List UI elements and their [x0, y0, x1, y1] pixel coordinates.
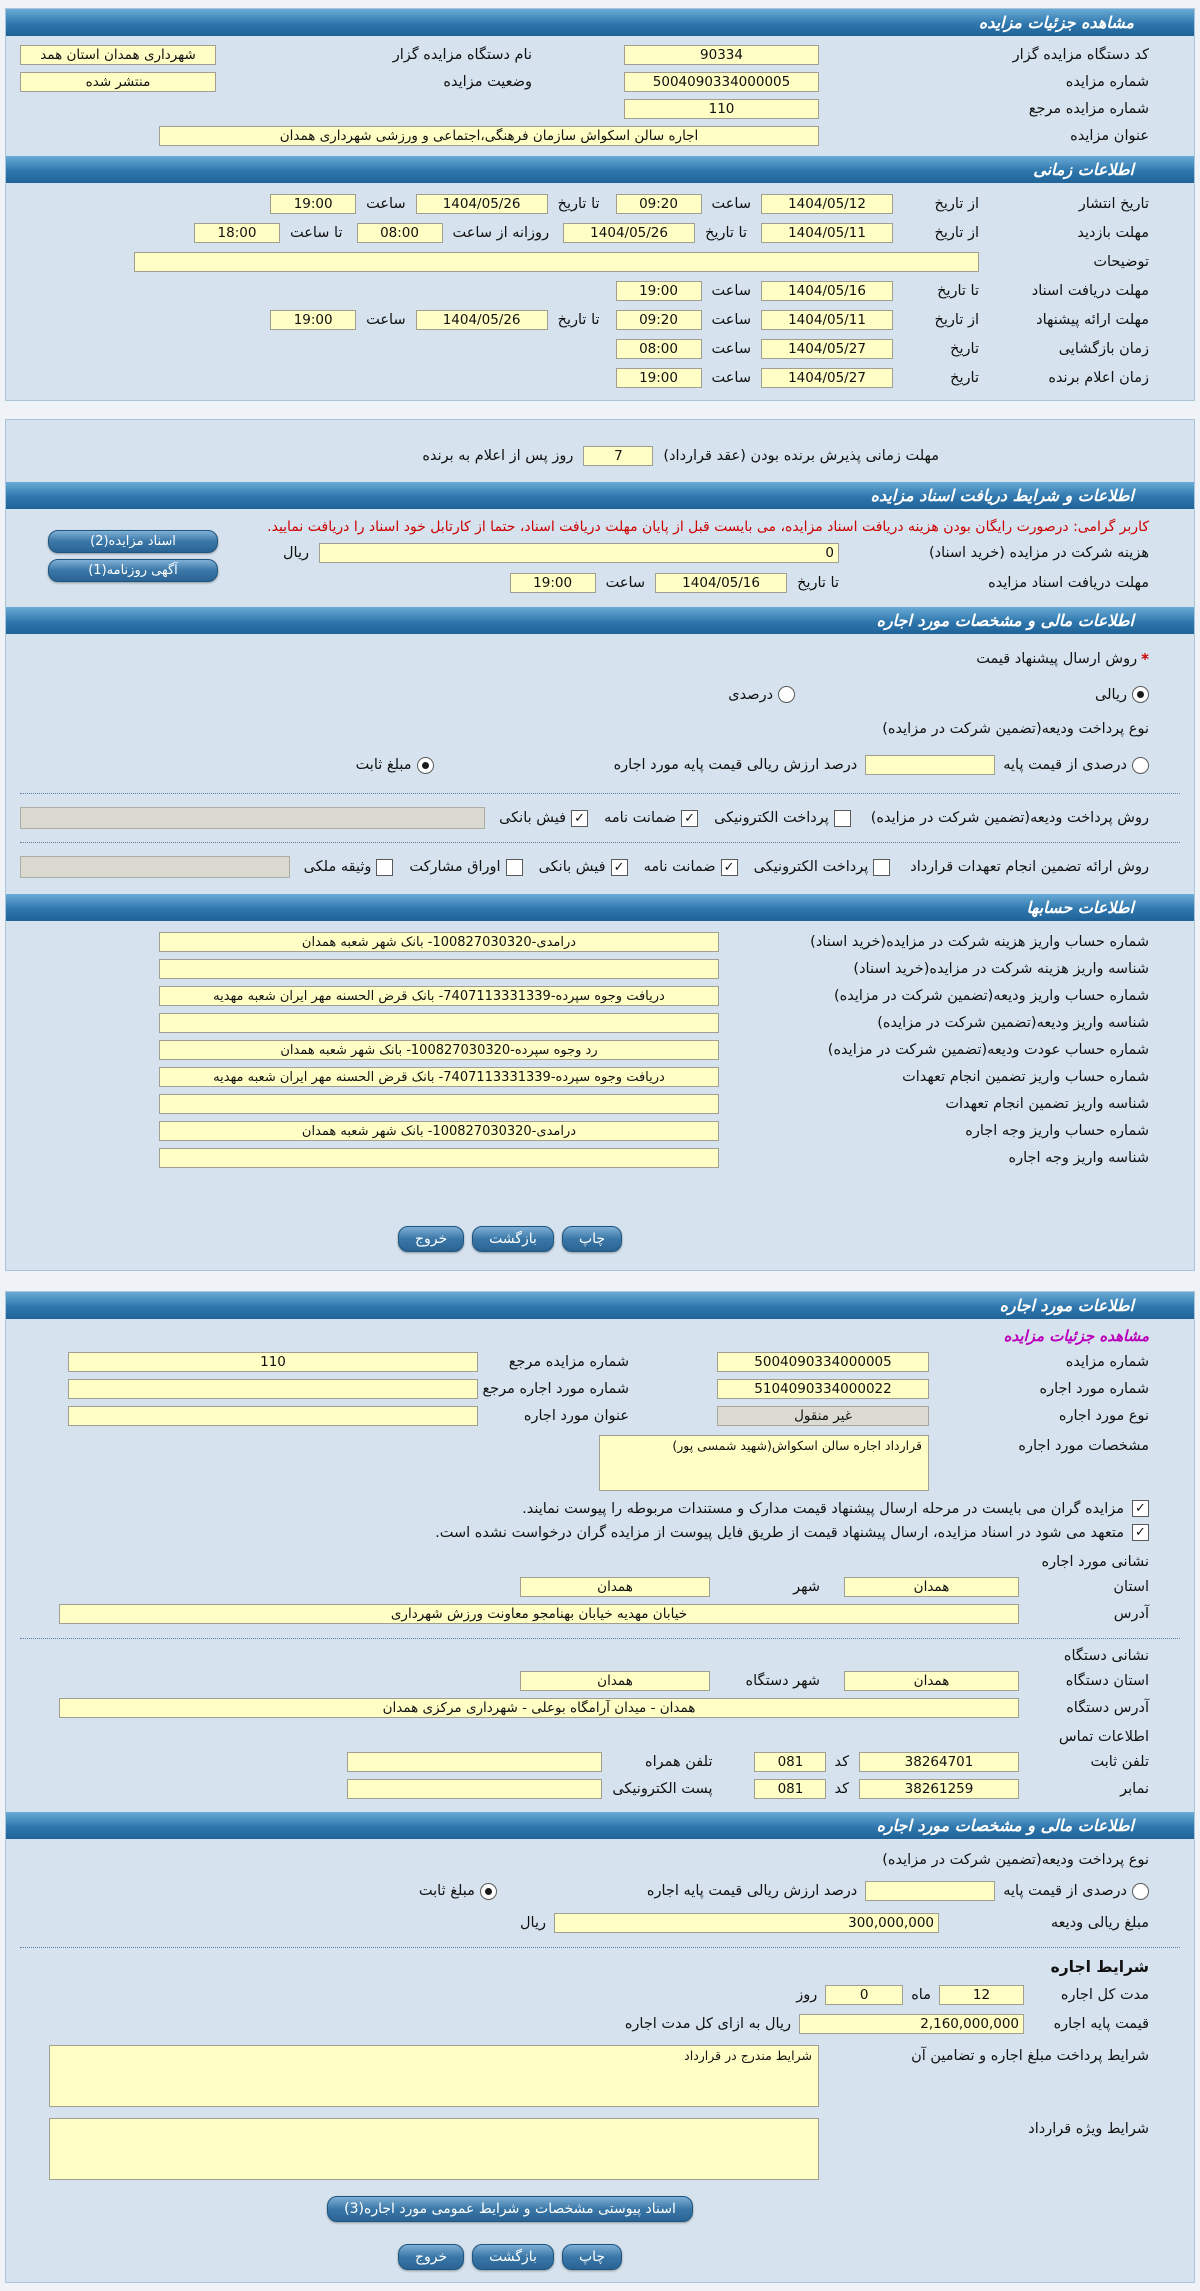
attachment-note-text-2: متعهد می شود در اسناد مزایده، ارسال پیشنهاد قیمت از طریق فایل پیوست از مزایده گران درخواست نشده است. [435, 1524, 1124, 1541]
exit-button-1[interactable]: خروج [398, 1226, 464, 1252]
percent-option [728, 686, 795, 703]
attachment-note-checkbox-2[interactable] [1132, 1524, 1149, 1541]
auction-number-field[interactable] [624, 72, 819, 92]
offer-from-date-field[interactable] [761, 310, 893, 330]
view-auction-details-link[interactable]: مشاهده جزئیات مزایده [1003, 1327, 1149, 1345]
guarantee-letter-label: ضمانت نامه [643, 859, 716, 875]
item-type-label: نوع مورد اجاره [1058, 1408, 1149, 1424]
time-label: ساعت [711, 341, 751, 357]
winner-time-field[interactable] [616, 368, 702, 388]
auction-status-label: وضعیت مزایده [443, 74, 532, 90]
dashed-divider [20, 1947, 1180, 1948]
item-auction-number-row [6, 1352, 1194, 1372]
leased-item-panel [5, 1291, 1195, 2283]
disabled-filler [20, 807, 485, 829]
account-field[interactable] [159, 1040, 719, 1060]
item-address-row [6, 1604, 1194, 1624]
item-percent-of-base-label: درصدی از قیمت پایه [1003, 1883, 1127, 1899]
visit-from-date-field[interactable] [761, 223, 893, 243]
section-header-view-auction-details [6, 9, 1194, 36]
lease-terms-title: شرایط اجاره [1050, 1958, 1149, 1976]
account-label: شماره حساب واریز هزینه شرکت در مزایده(خرید اسناد) [810, 934, 1149, 950]
docs-section [6, 482, 1194, 593]
item-title-field[interactable] [68, 1406, 478, 1426]
to-date-label: تا تاریخ [557, 196, 600, 212]
docs-warning-text: کاربر گرامی: درصورت رایگان بودن هزینه دریافت اسناد مزایده، می بایست قبل از پایان مهلت دریافت اسناد، حتما از کارتابل خود اسناد را دریافت نمایید. [267, 519, 1149, 535]
attachments-row [0, 2196, 1104, 2222]
guarantee-estate-checkbox[interactable] [376, 859, 393, 876]
attachments-button[interactable]: اسناد پیوستی مشخصات و شرایط عمومی مورد اجاره(3) [327, 2196, 693, 2222]
account-field[interactable] [159, 1067, 719, 1087]
from-date-label: از تاریخ [934, 225, 979, 241]
phone-field[interactable] [859, 1752, 1019, 1772]
org-address-title: نشانی دستگاه [1063, 1648, 1149, 1664]
account-label: شماره حساب واریز ودیعه(تضمین شرکت در مزایده) [833, 988, 1149, 1004]
rial-radio[interactable] [1132, 686, 1149, 703]
deposit-bank-slip-option [499, 810, 588, 827]
guarantee-bank-slip-option [539, 859, 628, 876]
pay-terms-label: شرایط پرداخت مبلغ اجاره و تضامین آن [911, 2048, 1149, 2064]
attachment-note-text-1: مزایده گران می بایست در مرحله ارسال پیشنهاد قیمت مدارک و مستندات مربوطه را پیوست نمایند. [522, 1500, 1124, 1517]
deposit-bank-slip-checkbox[interactable] [571, 810, 588, 827]
item-deposit-options-row [6, 1881, 1194, 1901]
notes-row [6, 252, 1194, 272]
lease-duration-label: مدت کل اجاره [1060, 1987, 1149, 2003]
opening-time-field[interactable] [616, 339, 702, 359]
winner-date-field[interactable] [761, 368, 893, 388]
docs-financial-panel [5, 419, 1195, 1271]
device-name-field[interactable] [20, 45, 216, 65]
visit-daily-from-field[interactable] [357, 223, 443, 243]
guarantee-method-label: روش ارائه تضمین انجام تعهدات قرارداد [910, 859, 1149, 875]
acceptance-label: مهلت زمانی پذیرش برنده بودن (عقد قرارداد) [663, 448, 939, 464]
item-auction-ref-label: شماره مزایده مرجع [508, 1354, 629, 1370]
winner-time-row [6, 368, 1194, 388]
mobile-field[interactable] [347, 1752, 602, 1772]
time-label: ساعت [711, 370, 751, 386]
org-city-label: شهر دستگاه [745, 1673, 820, 1689]
org-city-field[interactable] [520, 1671, 710, 1691]
section-title-view-auction-details: مشاهده جزئیات مزایده [978, 13, 1134, 32]
deposit-guarantee-letter-label: ضمانت نامه [604, 810, 677, 826]
notes-label: توضیحات [1093, 254, 1149, 270]
account-label: شماره حساب عودت ودیعه(تضمین شرکت در مزایده) [827, 1042, 1149, 1058]
item-specs-field[interactable] [599, 1435, 929, 1491]
special-terms-field[interactable] [49, 2118, 819, 2180]
address-field[interactable] [59, 1604, 1019, 1624]
percent-of-base-suffix: درصد ارزش ریالی قیمت پایه مورد اجاره [613, 757, 858, 773]
auction-number-row [6, 72, 1194, 92]
deposit-epay-label: پرداخت الکترونیکی [714, 810, 829, 826]
fax-row [6, 1779, 1194, 1799]
docs-side-buttons [48, 530, 218, 582]
rial-unit-label: ریال [520, 1915, 546, 1931]
attachment-note-row-1 [6, 1500, 1194, 1517]
date-label: تاریخ [950, 370, 979, 386]
deposit-method-label: روش پرداخت ودیعه(تضمین شرکت در مزایده) [870, 810, 1149, 826]
acceptance-suffix: روز پس از اعلام به برنده [422, 448, 574, 464]
guarantee-letter-checkbox[interactable] [721, 859, 738, 876]
deposit-guarantee-letter-option [604, 810, 698, 827]
item-percent-of-base-radio[interactable] [1132, 1883, 1149, 1900]
item-percent-of-base-field[interactable] [865, 1881, 995, 1901]
offer-dates-row [6, 310, 1194, 330]
from-date-label: از تاریخ [934, 312, 979, 328]
guarantee-bonds-label: اوراق مشارکت [409, 859, 501, 875]
auction-ref-row [6, 99, 1194, 119]
item-ref-label: شماره مورد اجاره مرجع [482, 1381, 629, 1397]
item-address-title-row [6, 1554, 1194, 1570]
item-title-label: عنوان مورد اجاره [523, 1408, 629, 1424]
panel-actions-2 [0, 2244, 1104, 2270]
percent-of-base-option [1003, 757, 1149, 774]
account-label: شناسه واریز وجه اجاره [1008, 1150, 1149, 1166]
required-asterisk: * [1141, 650, 1149, 668]
guarantee-estate-option [304, 859, 394, 876]
phone-row [6, 1752, 1194, 1772]
to-date-label: تا تاریخ [705, 225, 747, 241]
time-label: ساعت [366, 196, 406, 212]
deposit-amount-label: مبلغ ریالی ودیعه [1050, 1915, 1149, 1931]
time-label: ساعت [711, 283, 751, 299]
account-label: شناسه واریز ودیعه(تضمین شرکت در مزایده) [877, 1015, 1149, 1031]
rial-option [1095, 686, 1149, 703]
section-header-item-financial [6, 1812, 1194, 1839]
item-fixed-amount-radio[interactable] [480, 1883, 497, 1900]
offer-label: مهلت ارائه پیشنهاد [1036, 312, 1149, 328]
account-label: شماره حساب واریز وجه اجاره [965, 1123, 1149, 1139]
guarantee-epay-label: پرداخت الکترونیکی [753, 859, 869, 875]
org-province-field[interactable] [844, 1671, 1019, 1691]
section-title-financial: اطلاعات مالی و مشخصات مورد اجاره [876, 611, 1134, 630]
account-label: شناسه واریز تضمین انجام تعهدات [945, 1096, 1149, 1112]
guarantee-letter-option [644, 859, 738, 876]
day-label: روز [796, 1987, 818, 2003]
pay-terms-row [6, 2045, 1194, 2107]
item-specs-label: مشخصات مورد اجاره [1018, 1438, 1149, 1454]
item-type-row [6, 1406, 1194, 1426]
dotted-divider [20, 842, 1180, 843]
publish-from-time-field[interactable] [616, 194, 702, 214]
visit-daily-to-field[interactable] [194, 223, 280, 243]
opening-time-row [6, 339, 1194, 359]
back-button-2[interactable]: بازگشت [472, 2244, 554, 2270]
section-title-item-financial: اطلاعات مالی و مشخصات مورد اجاره [876, 1816, 1134, 1835]
deposit-amount-field[interactable] [554, 1913, 939, 1933]
offer-to-date-field[interactable] [416, 310, 548, 330]
special-terms-label: شرایط ویژه قرارداد [1028, 2121, 1149, 2137]
base-price-label: قیمت پایه اجاره [1053, 2016, 1149, 2032]
fax-code-field[interactable] [754, 1779, 826, 1799]
item-province-city-row [6, 1577, 1194, 1597]
docs-deadline-time-field[interactable] [616, 281, 702, 301]
item-deposit-type-row [6, 1852, 1194, 1868]
item-address-title: نشانی مورد اجاره [1041, 1554, 1149, 1570]
guarantee-epay-checkbox[interactable] [873, 859, 890, 876]
section-header-docs [6, 482, 1194, 509]
account-label: شناسه واریز هزینه شرکت در مزایده(خرید اسناد) [853, 961, 1149, 977]
disabled-filler [20, 856, 290, 878]
org-province-label: استان دستگاه [1065, 1673, 1149, 1689]
percent-of-base-radio[interactable] [1132, 757, 1149, 774]
attachment-note-row-2 [6, 1524, 1194, 1541]
section-header-financial [6, 607, 1194, 634]
to-time-label: تا ساعت [289, 225, 343, 241]
item-ref-field[interactable] [68, 1379, 478, 1399]
to-date-label: تا تاریخ [797, 575, 839, 591]
rial-unit-label: ریال [283, 545, 309, 561]
percent-option-label: درصدی [728, 686, 774, 703]
percent-of-base-label: درصدی از قیمت پایه [1003, 757, 1127, 773]
org-address-field[interactable] [59, 1698, 1019, 1718]
lease-terms-title-row [6, 1958, 1194, 1976]
item-fixed-amount-option [419, 1883, 497, 1900]
section-header-accounts [6, 894, 1194, 921]
auction-title-field[interactable] [159, 126, 819, 146]
acceptance-days-field[interactable] [583, 446, 653, 466]
deposit-method-row [6, 807, 1194, 829]
item-percent-of-base-option [1003, 1883, 1149, 1900]
time-label: ساعت [605, 575, 646, 591]
device-row [6, 45, 1194, 65]
opening-label: زمان بازگشایی [1058, 341, 1149, 357]
offer-from-time-field[interactable] [616, 310, 702, 330]
device-code-label: کد دستگاه مزایده گزار [1012, 47, 1149, 63]
docs-deadline-label: مهلت دریافت اسناد [1031, 283, 1149, 299]
contact-title-row [6, 1729, 1194, 1745]
fax-field[interactable] [859, 1779, 1019, 1799]
percent-of-base-field[interactable] [865, 755, 995, 775]
details-link-row [6, 1327, 1194, 1345]
item-auction-number-label: شماره مزایده [1065, 1354, 1149, 1370]
deposit-type-label: نوع پرداخت ودیعه(تضمین شرکت در مزایده) [882, 721, 1149, 737]
guarantee-bonds-checkbox[interactable] [506, 859, 523, 876]
opening-date-field[interactable] [761, 339, 893, 359]
mobile-label: تلفن همراه [645, 1754, 713, 1770]
org-address-title-row [6, 1648, 1194, 1664]
fax-label: نمابر [1120, 1781, 1149, 1797]
docs-receive-deadline-time-field[interactable] [510, 573, 596, 593]
city-field[interactable] [520, 1577, 710, 1597]
month-label: ماه [911, 1987, 931, 2003]
guarantee-epay-option [754, 859, 891, 876]
item-fixed-amount-label: مبلغ ثابت [418, 1883, 475, 1899]
account-field[interactable] [159, 1094, 719, 1114]
deposit-bank-slip-label: فیش بانکی [499, 810, 567, 826]
guarantee-method-row [6, 856, 1194, 878]
guarantee-bank-slip-checkbox[interactable] [611, 859, 628, 876]
date-label: تاریخ [950, 341, 979, 357]
newspaper-ad-button[interactable]: آگهی روزنامه(1) [48, 559, 218, 582]
publish-dates-row [6, 194, 1194, 214]
section-title-leased-item: اطلاعات مورد اجاره [999, 1296, 1134, 1315]
deposit-epay-checkbox[interactable] [834, 810, 851, 827]
acceptance-row [6, 446, 1194, 466]
account-field[interactable] [159, 1013, 719, 1033]
auction-number-label: شماره مزایده [1065, 74, 1149, 90]
area-code-label: کد [834, 1781, 849, 1797]
section-title-timing: اطلاعات زمانی [1033, 160, 1134, 179]
item-number-label: شماره مورد اجاره [1039, 1381, 1149, 1397]
daily-from-label: روزانه از ساعت [452, 225, 550, 241]
docs-receive-deadline-date-field[interactable] [655, 573, 787, 593]
item-percent-of-base-suffix: درصد ارزش ریالی قیمت پایه اجاره [646, 1883, 858, 1899]
fixed-amount-label: مبلغ ثابت [355, 757, 412, 773]
account-row [6, 1067, 1194, 1087]
item-auction-ref-field[interactable] [68, 1352, 478, 1372]
panel-actions [0, 1226, 1104, 1252]
auction-status-field[interactable] [20, 72, 216, 92]
print-button-2[interactable]: چاپ [562, 2244, 622, 2270]
item-number-field[interactable] [717, 1379, 929, 1399]
account-row [6, 959, 1194, 979]
send-method-options-row [6, 686, 1194, 703]
deposit-guarantee-letter-checkbox[interactable] [681, 810, 698, 827]
base-price-suffix: ریال به ازای کل مدت اجاره [624, 2016, 791, 2032]
area-code-label: کد [834, 1754, 849, 1770]
item-type-field[interactable] [717, 1406, 929, 1426]
phone-label: تلفن ثابت [1090, 1754, 1149, 1770]
phone-code-field[interactable] [754, 1752, 826, 1772]
deposit-type-options-row [6, 755, 1194, 775]
item-auction-number-field[interactable] [717, 1352, 929, 1372]
exit-button-2[interactable]: خروج [398, 2244, 464, 2270]
docs-fee-field[interactable] [319, 543, 839, 563]
auction-title-row [6, 126, 1194, 146]
account-field[interactable] [159, 1121, 719, 1141]
send-method-label: روش ارسال پیشنهاد قیمت [976, 651, 1138, 667]
pay-terms-field[interactable] [49, 2045, 819, 2107]
org-province-city-row [6, 1671, 1194, 1691]
offer-to-time-field[interactable] [270, 310, 356, 330]
account-field[interactable] [159, 932, 719, 952]
time-label: ساعت [711, 312, 751, 328]
deposit-type-row [6, 721, 1194, 737]
item-deposit-type-label: نوع پرداخت ودیعه(تضمین شرکت در مزایده) [882, 1852, 1149, 1868]
lease-days-field[interactable] [825, 1985, 903, 2005]
account-row [6, 1013, 1194, 1033]
account-label: شماره حساب واریز تضمین انجام تعهدات [902, 1069, 1149, 1085]
account-row [6, 1148, 1194, 1168]
publish-label: تاریخ انتشار [1078, 196, 1149, 212]
guarantee-estate-label: وثیقه ملکی [303, 859, 372, 875]
lease-duration-row [6, 1985, 1194, 2005]
account-field[interactable] [159, 1148, 719, 1168]
time-label: ساعت [711, 196, 751, 212]
org-address-row [6, 1698, 1194, 1718]
publish-to-date-field[interactable] [416, 194, 548, 214]
section-header-timing [6, 156, 1194, 183]
docs-fee-label: هزینه شرکت در مزایده (خرید اسناد) [928, 545, 1149, 561]
email-label: پست الکترونیکی [612, 1781, 713, 1797]
item-specs-row [6, 1435, 1194, 1491]
notes-field[interactable] [134, 252, 979, 272]
auction-documents-button[interactable]: اسناد مزایده(2) [48, 530, 218, 553]
dotted-divider [20, 1638, 1180, 1639]
account-field[interactable] [159, 986, 719, 1006]
item-number-row [6, 1379, 1194, 1399]
send-method-row [6, 650, 1194, 668]
section-title-accounts: اطلاعات حسابها [1026, 898, 1134, 917]
docs-deadline-date-field[interactable] [761, 281, 893, 301]
device-name-label: نام دستگاه مزایده گزار [392, 47, 532, 63]
account-row [6, 986, 1194, 1006]
guarantee-bonds-option [409, 859, 522, 876]
auction-ref-label: شماره مزایده مرجع [1028, 101, 1149, 117]
accounts-list [6, 932, 1194, 1168]
account-row [6, 932, 1194, 952]
dotted-divider [20, 793, 1180, 794]
winner-label: زمان اعلام برنده [1048, 370, 1149, 386]
base-price-field[interactable] [799, 2014, 1024, 2034]
back-button-1[interactable]: بازگشت [472, 1226, 554, 1252]
attachment-note-checkbox-1[interactable] [1132, 1500, 1149, 1517]
publish-to-time-field[interactable] [270, 194, 356, 214]
visit-label: مهلت بازدید [1077, 225, 1149, 241]
visit-to-date-field[interactable] [563, 223, 695, 243]
contact-title: اطلاعات تماس [1058, 1729, 1149, 1745]
account-field[interactable] [159, 959, 719, 979]
to-date-label: تا تاریخ [937, 283, 979, 299]
account-row [6, 1121, 1194, 1141]
auction-details-panel [5, 8, 1195, 401]
lease-months-field[interactable] [939, 1985, 1024, 2005]
org-address-label: آدرس دستگاه [1066, 1700, 1149, 1716]
email-field[interactable] [347, 1779, 602, 1799]
deposit-epay-option [714, 810, 851, 827]
auction-ref-field[interactable] [624, 99, 819, 119]
visit-dates-row [6, 223, 1194, 243]
fixed-amount-radio[interactable] [417, 757, 434, 774]
deposit-amount-row [6, 1913, 1194, 1933]
account-row [6, 1040, 1194, 1060]
rial-option-label: ریالی [1095, 686, 1127, 703]
publish-from-date-field[interactable] [761, 194, 893, 214]
province-field[interactable] [844, 1577, 1019, 1597]
special-terms-row [6, 2118, 1194, 2180]
city-label: شهر [793, 1579, 820, 1595]
province-label: استان [1113, 1579, 1149, 1595]
docs-receive-deadline-label: مهلت دریافت اسناد مزایده [988, 575, 1149, 591]
from-date-label: از تاریخ [934, 196, 979, 212]
fixed-amount-option [356, 757, 434, 774]
percent-radio[interactable] [778, 686, 795, 703]
section-title-docs: اطلاعات و شرایط دریافت اسناد مزایده [870, 486, 1134, 505]
section-header-leased-item [6, 1292, 1194, 1319]
base-price-row [6, 2014, 1194, 2034]
docs-deadline-row [6, 281, 1194, 301]
account-row [6, 1094, 1194, 1114]
auction-title-label: عنوان مزایده [1070, 128, 1149, 144]
time-label: ساعت [366, 312, 406, 328]
guarantee-bank-slip-label: فیش بانکی [538, 859, 606, 875]
to-date-label: تا تاریخ [557, 312, 600, 328]
print-button-1[interactable]: چاپ [562, 1226, 622, 1252]
address-label: آدرس [1113, 1606, 1149, 1622]
device-code-field[interactable] [624, 45, 819, 65]
